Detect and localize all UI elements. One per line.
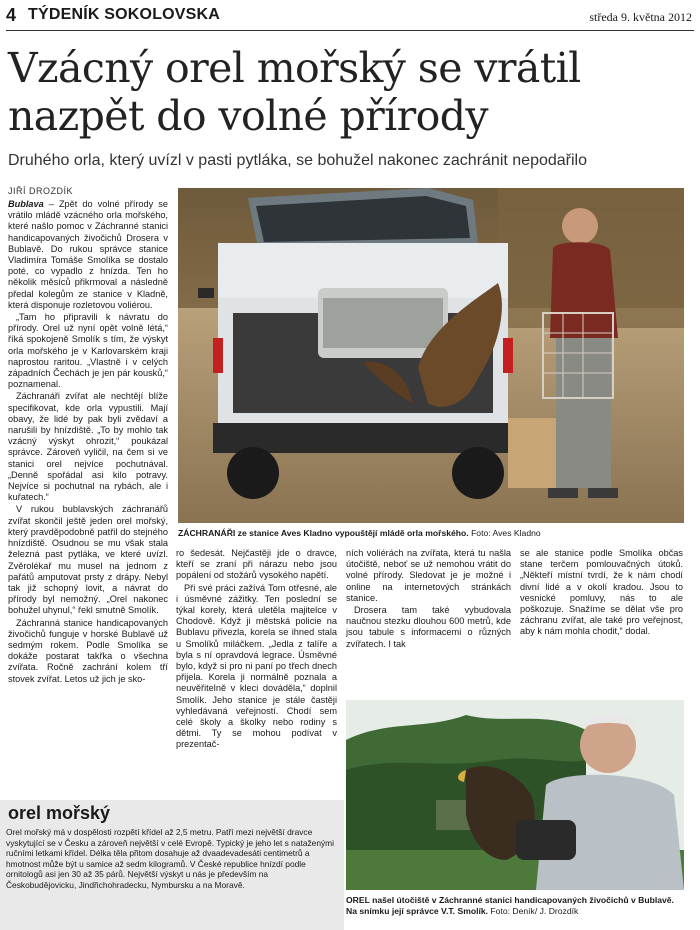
dateline: Bublava	[8, 199, 44, 209]
photo-caption-2	[346, 895, 684, 917]
caption-bold: ZÁCHRANÁŘI ze stanice Aves Kladno vypouštějí mládě orla mořského.	[178, 528, 469, 538]
page-number: 4	[6, 5, 17, 25]
photo-smolik-eagle-image	[346, 700, 684, 890]
paragraph: Záchranáři zvířat ale nechtějí blíže specifikovat, kde orla vypustili. Mají obavy, že lidé by pak byli zvědaví a narušili by hnízdiště. „To by mohlo tak vzácný výskyt ohrozit,“ poukázal správce. Zároveň vyličil, na čem si ve stanici orel nejvíce pochutnával. „Denně spořádal asi kilo potravy. Nejvíce si pochutnal na rybách, ale i kuřatech.“	[8, 391, 168, 503]
issue-date: středa 9. května 2012	[589, 10, 692, 24]
paragraph: ních voliérách na zvířata, která tu našla útočiště, neboť se už nemohou vrátit do volné přírody. Sledovat je je možné i online na internetových stránkách stanice.	[346, 548, 511, 603]
photo-smolik-eagle	[346, 700, 684, 890]
author-byline: JIŘÍ DROZDÍK	[8, 186, 74, 196]
headline	[8, 44, 698, 140]
paragraph: V rukou bublavských záchranářů zvířat skončil ještě jeden orel mořský, který pravděpodobně patřil do stejného hnízdiště. Osudnou se mu však stala železná past pytláka, ve které uvízl. Zvěrolékař mu musel na jednom z pařátů amputovat prsty z drápy. Nebyl tak již schopný lovit, a návrat do přírody byl nemožný. „Orel nakonec bohužel uhynul,“ řekl smutně Smolík.	[8, 504, 168, 616]
paragraph	[8, 199, 168, 311]
article-column-2	[176, 548, 337, 798]
article-column-3	[346, 548, 511, 688]
photo-credit: Foto: Aves Kladno	[471, 528, 541, 538]
paragraph: ro šedesát. Nejčastěji jde o dravce, kteří se zraní při nárazu nebo jsou popálení od stožárů vysokého napětí.	[176, 548, 337, 581]
paragraph: se ale stanice podle Smolíka občas stane terčem pomlouvačných útoků. „Někteří místní tvrdí, že k nám chodí divní lidé a v okolí kradou. Jsou to vesnické pomluvy, nás to ale poškozuje. Snažíme se dělat vše pro záchranu zvířat, ale také pro veřejnost, aby k nám mohla chodit,“ dodal.	[520, 548, 683, 637]
caption-bold: OREL našel útočiště v Záchranné stanici handicapovaných živočichů v Bublavě. Na snímku její správce V.T. Smolík.	[346, 895, 674, 916]
info-box-title: orel mořský	[8, 803, 111, 823]
article-column-4	[520, 548, 683, 688]
headline-line-1: Vzácný orel mořský se vrátil	[8, 44, 581, 92]
headline-line-2: nazpět do volné přírody	[8, 92, 488, 140]
paragraph-text: – Zpět do volné přírody se vrátilo mládě vzácného orla mořského, které našlo pomoc v Záchranné stanici handicapovaných živočichů Drosera v Bublavě. Do rukou správce stanice Vladimíra Tomáše Smolíka se dostalo poté, co vypadlo z hnízda. Ten ho několik měsíců přikrmoval a následně předal kolegům ze stanice v Kladně, která disponuje rozletovou voliérou.	[8, 199, 168, 310]
paragraph: Drosera tam také vybudovala naučnou stezku dlouhou 600 metrů, kde jsou tabule s informacemi o různých zvířatech. I tak	[346, 605, 511, 649]
page-header	[6, 4, 694, 31]
photo-credit: Foto: Deník/ J. Drozdík	[490, 906, 579, 916]
subheadline: Druhého orla, který uvízl v pasti pytláka, se bohužel nakonec zachránit nepodařilo	[8, 152, 587, 169]
paragraph: Záchranná stanice handicapovaných živočichů funguje v horské Bublavě už sedmým rokem. Podle Smolíka se dokáže postarat takřka o všechna zvířata. Ročně zachrání kolem tří stovek zvířat. Letos už jich je sko-	[8, 617, 168, 684]
photo-eagle-release	[178, 188, 684, 523]
article-column-1	[8, 199, 168, 799]
paragraph: „Tam ho připravili k návratu do přírody. Orel už nyní opět volně létá,“ říká spokojeně Smolík s tím, že výskyt orla mořského je v Karlovarském kraji naprostou raritou. „Vlastně i v celých západních Čechách je jen pár kousků,“ poznamenal.	[8, 312, 168, 390]
paragraph: Při své práci zažívá Tom otřesné, ale i úsměvné zážitky. Ten poslední se týkal korely, která uletěla majitelce v Chodově. Když ji městská policie na Bublavu přivezla, korela se ihned stala u Smolíků miláčkem. „Jedla z talíře a byla s ní opravdová legrace. Úsměvné bylo, když si pro ni paní po třech dnech přijela. Korela ji normálně poznala a neuvěřitelně v kleci dováděla,“ doplnil Smolík. Jeho stanice je stále častěji vyhledávaná veřejností. Chodí sem celé školy a školky nebo rodiny s dětmi. Ty se mohou podívat v prezentač-	[176, 582, 337, 750]
photo-caption-1	[178, 528, 684, 539]
info-box-text: Orel mořský má v dospělosti rozpětí křídel až 2,5 metru. Patří mezi největší dravce vyskytující se v Česku a zároveň největší v celé Evropě. Typický je jeho let s nataženými ručními letkami křídel. Délka těla přitom dosahuje až dvaadevadesáti centimetrů a hmotnost může být u samice až sedm kilogramů. V České republice hnízdí podle ornitologů asi jen 30 až 35 párů. Největší výskyt u nás je především na Českobudějovicku, Jindřichohradecku, Nymbursku a na Moravě.	[6, 827, 335, 890]
photo-eagle-release-image	[178, 188, 684, 523]
newspaper-name: TÝDENÍK SOKOLOVSKA	[28, 6, 221, 23]
